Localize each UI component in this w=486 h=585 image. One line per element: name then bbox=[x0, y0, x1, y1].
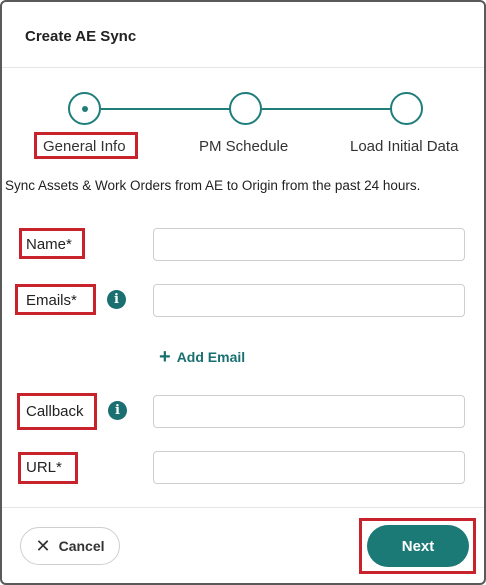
active-step-dot bbox=[82, 106, 88, 112]
plus-icon: + bbox=[159, 346, 171, 368]
stepper-line-1 bbox=[101, 108, 231, 110]
highlight-box-general-info bbox=[34, 132, 138, 159]
add-email-button[interactable] bbox=[159, 346, 245, 368]
next-button[interactable]: Next bbox=[367, 525, 469, 567]
sync-description: Sync Assets & Work Orders from AE to Origin from the past 24 hours. bbox=[5, 178, 421, 193]
emails-label: Emails* bbox=[26, 292, 77, 309]
step-general-info-label[interactable]: General Info bbox=[43, 138, 126, 155]
name-input[interactable] bbox=[153, 228, 465, 261]
stepper-line-2 bbox=[262, 108, 392, 110]
step-general-info-circle[interactable] bbox=[68, 92, 101, 125]
cancel-label: Cancel bbox=[58, 538, 105, 554]
callback-info-icon[interactable]: i bbox=[108, 401, 127, 420]
callback-input[interactable] bbox=[153, 395, 465, 428]
highlight-box-callback bbox=[17, 393, 97, 430]
cancel-button[interactable] bbox=[20, 527, 120, 565]
emails-input[interactable] bbox=[153, 284, 465, 317]
step-pm-schedule-label[interactable]: PM Schedule bbox=[199, 138, 289, 155]
step-load-initial-data-label[interactable]: Load Initial Data bbox=[350, 138, 459, 155]
highlight-box-name bbox=[19, 228, 85, 259]
step-load-initial-data-circle[interactable] bbox=[390, 92, 423, 125]
step-pm-schedule-circle[interactable] bbox=[229, 92, 262, 125]
add-email-label: Add Email bbox=[176, 349, 246, 365]
name-label: Name* bbox=[26, 236, 72, 253]
dialog-header bbox=[2, 2, 484, 68]
emails-info-icon[interactable]: i bbox=[107, 290, 126, 309]
highlight-box-emails bbox=[15, 284, 96, 315]
url-input[interactable] bbox=[153, 451, 465, 484]
dialog-title: Create AE Sync bbox=[25, 28, 137, 45]
url-label: URL* bbox=[26, 459, 62, 476]
close-icon: ✕ bbox=[35, 536, 51, 556]
highlight-box-url bbox=[18, 452, 78, 484]
callback-label: Callback bbox=[26, 403, 84, 420]
